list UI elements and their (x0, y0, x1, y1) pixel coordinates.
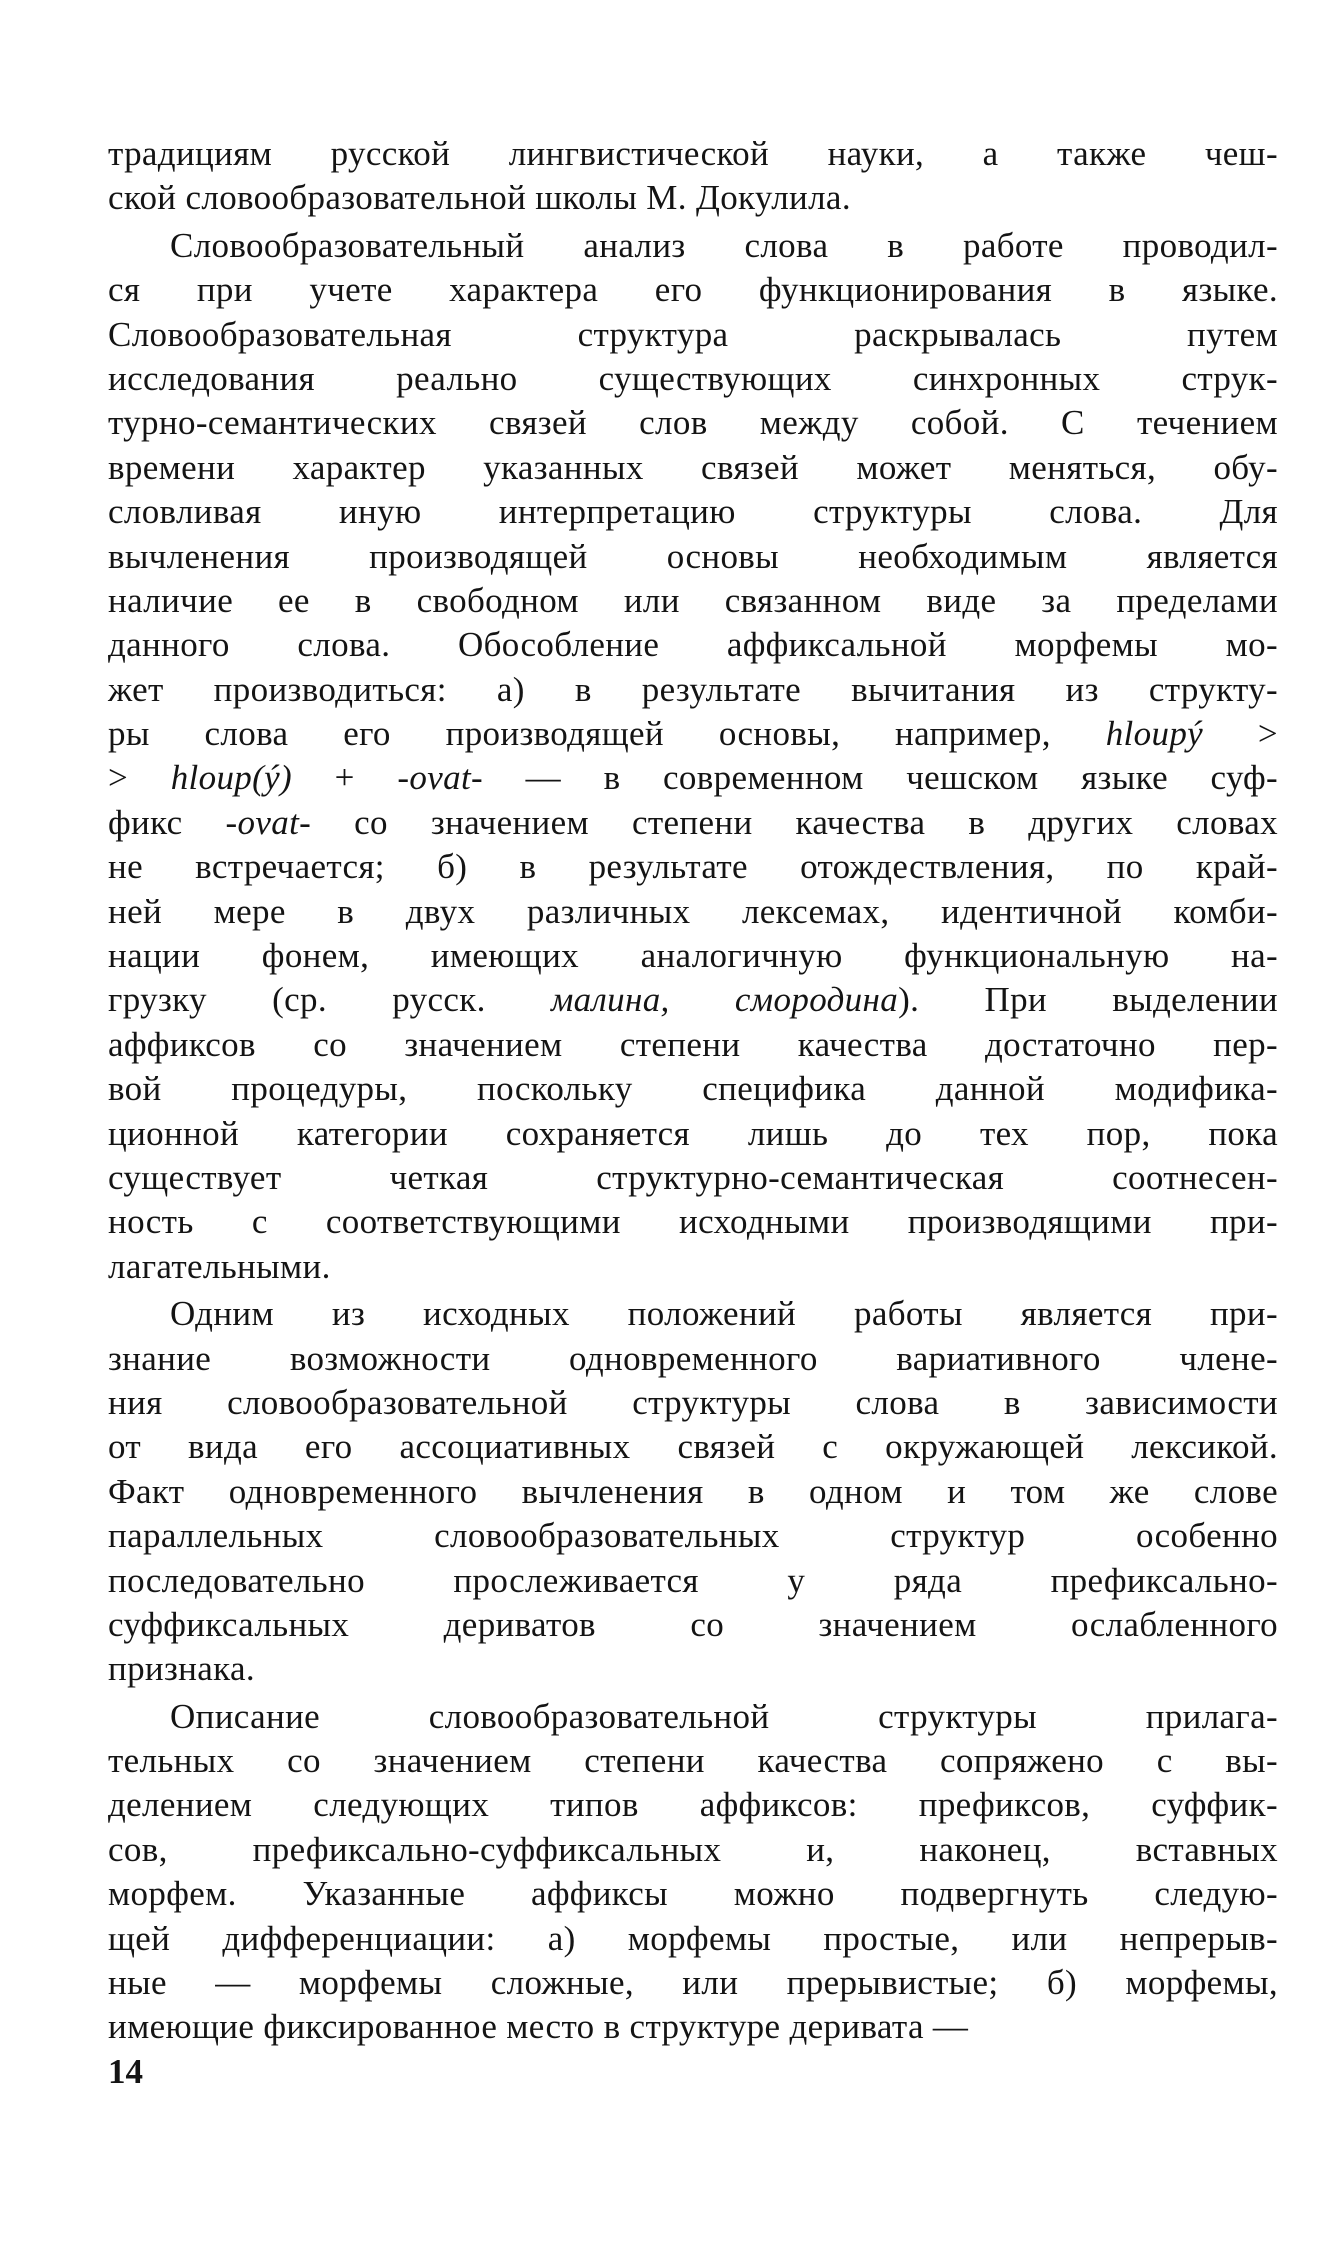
text-segment: Описание словообразовательной структуры прилага- (170, 1696, 1278, 1736)
text-line (108, 1112, 1278, 1156)
text-line (108, 1739, 1278, 1783)
italic-segment: малина, смородина (550, 980, 899, 1020)
text-line (108, 535, 1278, 579)
text-line (108, 1381, 1278, 1425)
text-line (108, 2005, 1278, 2049)
text-segment: параллельных словообразовательных структур особенно (108, 1516, 1278, 1556)
text-line (108, 978, 1278, 1022)
text-segment: > (1203, 714, 1278, 754)
text-segment: не встречается; б) в результате отождествления, по край- (108, 847, 1278, 887)
text-segment: ). При выделении (898, 980, 1279, 1020)
text-line (108, 712, 1278, 756)
text-segment: ния словообразовательной структуры слова в зависимости (108, 1382, 1278, 1422)
text-line (108, 579, 1278, 623)
body-text (108, 132, 1278, 2050)
text-line (108, 1514, 1278, 1558)
text-segment: ской словообразовательной школы М. Докулила. (108, 178, 851, 218)
text-line (108, 1067, 1278, 1111)
text-line (108, 401, 1278, 445)
text-segment: + (292, 758, 398, 798)
text-line (108, 623, 1278, 667)
text-segment: жет производиться: а) в результате вычитания из структу- (108, 669, 1278, 709)
text-line (108, 176, 1278, 220)
text-line (108, 1647, 1278, 1691)
text-segment: времени характер указанных связей может меняться, обу- (108, 447, 1278, 487)
text-line (108, 1828, 1278, 1872)
text-line (108, 1559, 1278, 1603)
text-line (108, 490, 1278, 534)
text-line (108, 1425, 1278, 1469)
text-line (108, 1200, 1278, 1244)
paragraph (108, 132, 1278, 221)
text-line (108, 357, 1278, 401)
text-segment: от вида его ассоциативных связей с окружающей лексикой. (108, 1427, 1278, 1467)
paragraph (108, 224, 1278, 1289)
text-line (108, 1337, 1278, 1381)
text-line (108, 668, 1278, 712)
italic-segment: -ovat- (397, 758, 484, 798)
text-segment: ся при учете характера его функционирования в языке. (108, 270, 1278, 310)
text-line (108, 446, 1278, 490)
text-segment: словливая иную интерпретацию структуры слова. Для (108, 492, 1278, 532)
text-segment: турно-семантических связей слов между собой. С течением (108, 403, 1278, 443)
text-segment: ционной категории сохраняется лишь до тех пор, пока (108, 1113, 1278, 1153)
text-line (108, 224, 1278, 268)
page-number: 14 (108, 2052, 143, 2091)
text-line (108, 313, 1278, 357)
text-segment: ры слова его производящей основы, например, (108, 714, 1106, 754)
text-line (108, 1470, 1278, 1514)
text-segment: данного слова. Обособление аффиксальной морфемы мо- (108, 625, 1278, 665)
text-segment: знание возможности одновременного вариативного члене- (108, 1338, 1278, 1378)
italic-segment: -ovat- (225, 802, 312, 842)
text-line (108, 1156, 1278, 1200)
text-segment: ней мере в двух различных лексемах, идентичной комби- (108, 891, 1278, 931)
text-segment: вой процедуры, поскольку специфика данной модифика- (108, 1069, 1278, 1109)
text-segment: ные — морфемы сложные, или прерывистые; б) морфемы, (108, 1963, 1278, 2003)
text-segment: нации фонем, имеющих аналогичную функциональную на- (108, 936, 1278, 976)
text-segment: > (108, 758, 171, 798)
text-segment: фикс (108, 802, 226, 842)
text-line (108, 1872, 1278, 1916)
text-line (108, 1603, 1278, 1647)
text-segment: суффиксальных дериватов со значением ослабленного (108, 1604, 1278, 1644)
text-segment: традициям русской лингвистической науки, а также чеш- (108, 134, 1278, 173)
text-segment: тельных со значением степени качества сопряжено с вы- (108, 1741, 1278, 1781)
text-segment: — в современном чешском языке суф- (483, 758, 1278, 798)
text-line (108, 132, 1278, 176)
text-segment: щей дифференциации: а) морфемы простые, или непрерыв- (108, 1918, 1278, 1958)
text-segment: аффиксов со значением степени качества достаточно пер- (108, 1024, 1278, 1064)
text-line (108, 1292, 1278, 1336)
text-segment: морфем. Указанные аффиксы можно подвергнуть следую- (108, 1874, 1278, 1914)
text-line (108, 1961, 1278, 2005)
text-line (108, 1245, 1278, 1289)
text-segment: сов, префиксально-суффиксальных и, наконец, вставных (108, 1829, 1278, 1869)
text-line (108, 1783, 1278, 1827)
paragraph (108, 1695, 1278, 2050)
text-segment: последовательно прослеживается у ряда префиксально- (108, 1560, 1278, 1600)
text-segment: грузку (ср. русск. (108, 980, 551, 1020)
text-line (108, 756, 1278, 800)
text-line (108, 1695, 1278, 1739)
text-segment: вычленения производящей основы необходимым является (108, 536, 1278, 576)
text-line (108, 934, 1278, 978)
text-segment: со значением степени качества в других словах (311, 802, 1278, 842)
text-line (108, 268, 1278, 312)
text-line (108, 890, 1278, 934)
italic-segment: hloupý (1105, 714, 1204, 754)
text-segment: исследования реально существующих синхронных струк- (108, 358, 1278, 398)
text-segment: наличие ее в свободном или связанном виде за пределами (108, 580, 1278, 620)
text-segment: Словообразовательный анализ слова в работе проводил- (170, 225, 1278, 265)
text-segment: имеющие фиксированное место в структуре деривата — (108, 2007, 969, 2047)
text-segment: делением следующих типов аффиксов: префиксов, суффик- (108, 1785, 1278, 1825)
text-segment: признака. (108, 1649, 255, 1689)
text-line (108, 801, 1278, 845)
text-segment: существует четкая структурно-семантическая соотнесен- (108, 1157, 1278, 1197)
text-segment: Словообразовательная структура раскрывалась путем (108, 314, 1278, 354)
text-segment: ность с соответствующими исходными производящими при- (108, 1202, 1278, 1242)
paragraph (108, 1292, 1278, 1692)
text-line (108, 1023, 1278, 1067)
text-line (108, 1917, 1278, 1961)
text-segment: Факт одновременного вычленения в одном и том же слове (108, 1471, 1278, 1511)
text-segment: Одним из исходных положений работы является при- (170, 1294, 1278, 1334)
italic-segment: hloup(ý) (170, 758, 293, 798)
text-segment: лагательными. (108, 1246, 331, 1286)
text-line (108, 845, 1278, 889)
